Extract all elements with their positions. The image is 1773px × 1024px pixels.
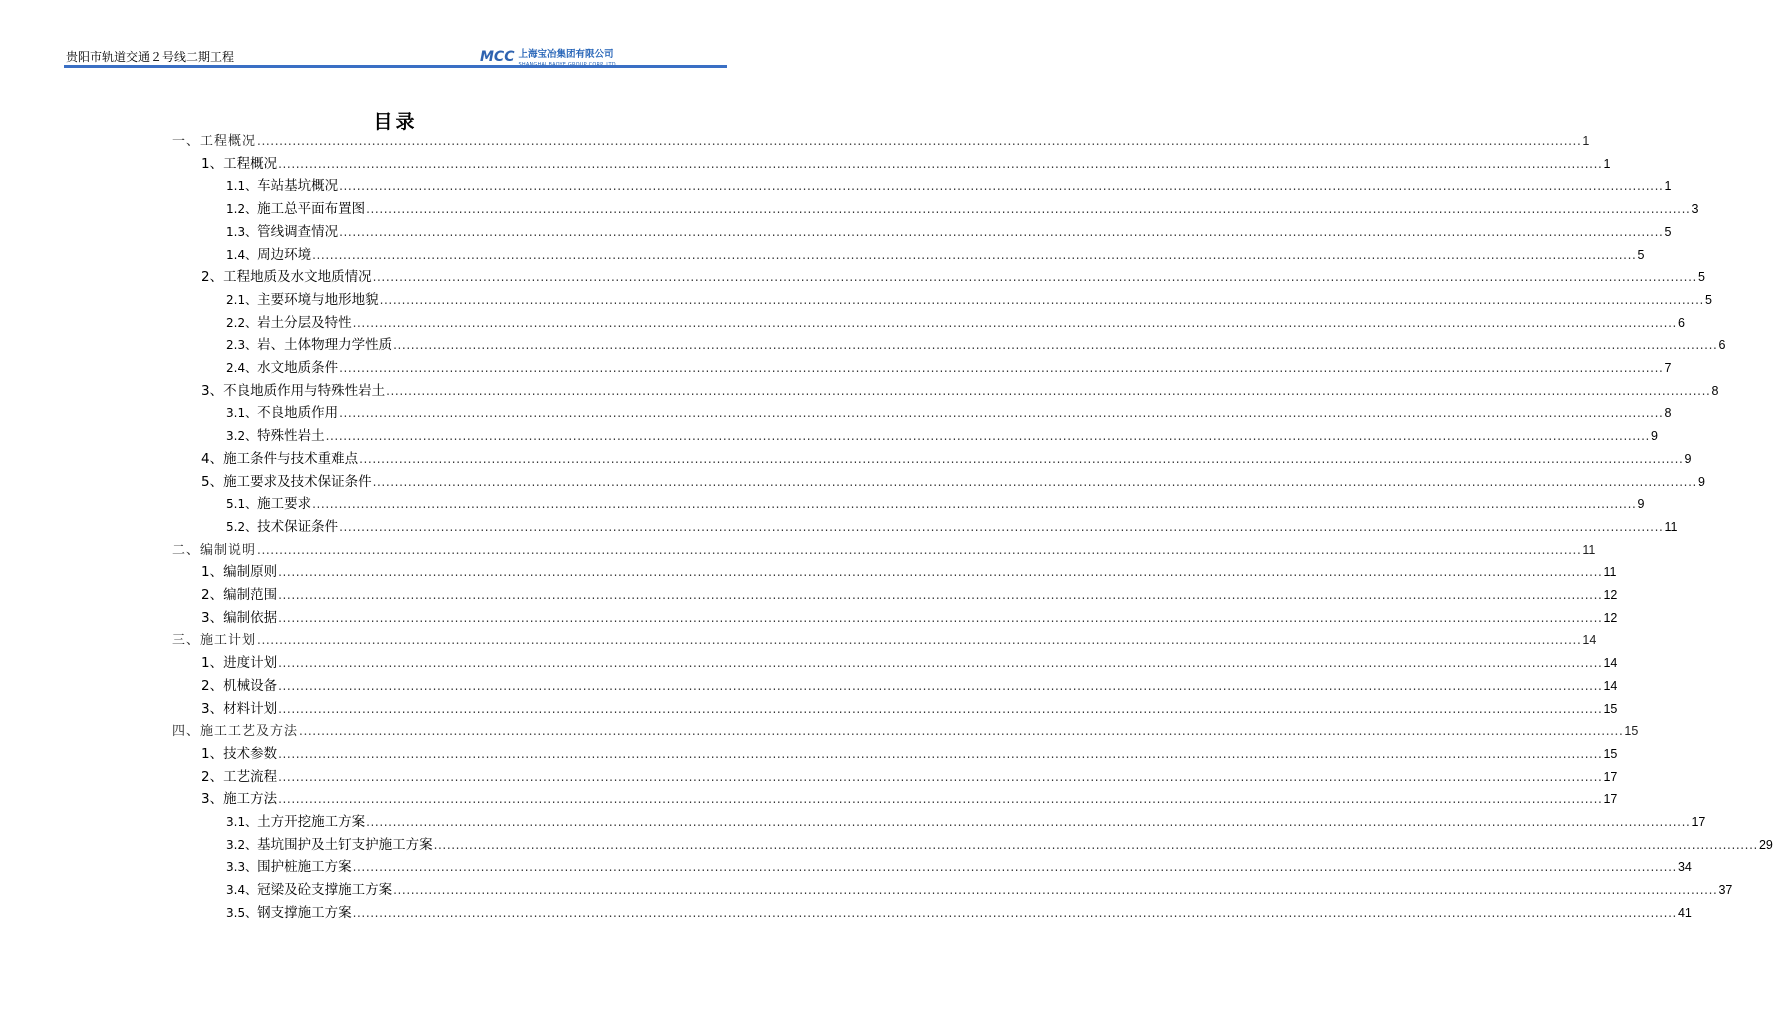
toc-entry-number: 3.1、 <box>226 815 258 829</box>
toc-entry-level-3[interactable] <box>226 835 1773 855</box>
toc-entry-number: 一、 <box>172 134 201 149</box>
toc-entry-level-3[interactable] <box>226 313 1685 333</box>
toc-entry-title: 主要环境与地形地貌 <box>257 291 379 308</box>
toc-entry-page: 6 <box>1677 315 1685 330</box>
toc-entry-level-3[interactable] <box>226 426 1658 446</box>
toc-entry-number: 1、 <box>201 564 224 581</box>
toc-entry-page: 29 <box>1758 837 1773 852</box>
toc-entry-level-2[interactable] <box>201 676 1618 696</box>
toc-entry-title: 编制原则 <box>223 564 278 581</box>
toc-entry-page: 11 <box>1582 542 1596 557</box>
toc-dot-leader: ............................................................................................................................................................................................................................................................................................................ <box>386 383 1711 398</box>
toc-dot-leader: ............................................................................................................................................................................................................................................................................................................ <box>359 451 1684 466</box>
toc-entry-number: 3.1、 <box>226 406 258 421</box>
toc-entry-number: 5、 <box>201 473 224 490</box>
toc-entry-number: 1.4、 <box>226 247 258 262</box>
toc-dot-leader: ............................................................................................................................................................................................................................................................................................................ <box>325 429 1650 444</box>
toc-entry-number: 3.3、 <box>226 860 258 875</box>
toc-entry-title: 特殊性岩土 <box>257 428 325 445</box>
toc-dot-leader: ............................................................................................................................................................................................................................................................................................................ <box>278 156 1603 171</box>
toc-entry-page: 9 <box>1650 429 1658 444</box>
toc-entry-level-2[interactable] <box>201 653 1618 673</box>
header-title: 贵阳市轨道交通２号线二期工程 <box>66 50 235 64</box>
toc-entry-number: 1、 <box>201 655 224 672</box>
toc-dot-leader: ............................................................................................................................................................................................................................................................................................................ <box>278 565 1603 580</box>
toc-entry-title: 施工总平面布置图 <box>257 201 366 218</box>
toc-entry-number: 1、 <box>201 155 224 172</box>
toc-entry-level-2[interactable] <box>201 562 1617 582</box>
toc-entry-title: 施工计划 <box>200 633 257 649</box>
toc-entry-title: 技术参数 <box>223 745 278 762</box>
toc-entry-number: 5.2、 <box>226 519 258 534</box>
toc-entry-title: 管线调查情况 <box>257 223 339 240</box>
toc-dot-leader: ............................................................................................................................................................................................................................................................................................................ <box>278 792 1603 807</box>
mcc-logo-mark: MCC <box>480 49 515 65</box>
toc-entry-number: 3、 <box>201 700 224 717</box>
toc-entry-page: 34 <box>1677 860 1692 875</box>
toc-entry-level-2[interactable] <box>201 472 1705 492</box>
toc-dot-leader: ............................................................................................................................................................................................................................................................................................................ <box>393 883 1718 898</box>
toc-entry-title: 车站基坑概况 <box>257 178 339 195</box>
toc-entry-page: 5 <box>1697 270 1705 285</box>
toc-entry-page: 1 <box>1603 156 1611 171</box>
toc-entry-level-2[interactable] <box>201 767 1618 787</box>
toc-dot-leader: ............................................................................................................................................................................................................................................................................................................ <box>257 134 1582 148</box>
toc-entry-page: 15 <box>1624 724 1639 739</box>
toc-entry-title: 冠梁及砼支撑施工方案 <box>257 882 393 899</box>
toc-entry-page: 14 <box>1603 656 1618 671</box>
toc-entry-page: 41 <box>1677 905 1692 920</box>
toc-entry-number: 3、 <box>201 791 224 808</box>
toc-dot-leader: ............................................................................................................................................................................................................................................................................................................ <box>278 588 1603 602</box>
toc-dot-leader: ............................................................................................................................................................................................................................................................................................................ <box>278 701 1603 716</box>
toc-title: 目录 <box>373 111 418 133</box>
toc-dot-leader: ............................................................................................................................................................................................................................................................................................................ <box>352 315 1677 330</box>
toc-entry-title: 进度计划 <box>223 655 278 672</box>
toc-entry-number: 2、 <box>201 587 224 603</box>
toc-entry-page: 14 <box>1582 633 1597 648</box>
toc-entry-title: 基坑围护及土钉支护施工方案 <box>257 836 433 853</box>
toc-dot-leader: ............................................................................................................................................................................................................................................................................................................ <box>312 247 1637 262</box>
toc-entry-level-1[interactable] <box>172 721 1639 741</box>
toc-dot-leader: ............................................................................................................................................................................................................................................................................................................ <box>433 837 1758 852</box>
toc-dot-leader: ............................................................................................................................................................................................................................................................................................................ <box>278 656 1603 671</box>
toc-entry-level-3[interactable] <box>226 176 1672 196</box>
toc-entry-title: 机械设备 <box>223 677 278 694</box>
toc-entry-number: 2、 <box>201 768 224 785</box>
toc-entry-title: 施工条件与技术重难点 <box>223 450 359 467</box>
toc-entry-page: 12 <box>1603 610 1618 625</box>
toc-entry-level-2[interactable] <box>201 789 1618 809</box>
toc-entry-number: 3、 <box>201 609 224 626</box>
toc-entry-title: 工程概况 <box>223 155 278 172</box>
toc-entry-page: 12 <box>1603 588 1618 602</box>
toc-entry-page: 37 <box>1718 883 1733 898</box>
toc-entry-number: 2.4、 <box>226 361 258 375</box>
toc-entry-level-3[interactable] <box>226 335 1726 355</box>
toc-dot-leader: ............................................................................................................................................................................................................................................................................................................ <box>393 338 1718 353</box>
toc-entry-title: 周边环境 <box>257 246 312 263</box>
toc-entry-page: 1 <box>1664 179 1672 194</box>
toc-entry-page: 17 <box>1603 769 1618 784</box>
toc-entry-title: 编制说明 <box>200 542 257 558</box>
toc-entry-number: 1、 <box>201 745 224 762</box>
toc-entry-level-2[interactable] <box>201 449 1692 469</box>
toc-dot-leader: ............................................................................................................................................................................................................................................................................................................ <box>339 179 1664 194</box>
toc-entry-page: 3 <box>1691 202 1699 217</box>
toc-entry-number: 5.1、 <box>226 497 258 512</box>
toc-entry-title: 不良地质作用与特殊性岩土 <box>223 382 386 399</box>
toc-entry-title: 岩、土体物理力学性质 <box>257 337 393 354</box>
toc-dot-leader: ............................................................................................................................................................................................................................................................................................................ <box>312 497 1637 512</box>
toc-dot-leader: ............................................................................................................................................................................................................................................................................................................ <box>339 224 1664 239</box>
toc-entry-number: 1.1、 <box>226 179 258 194</box>
toc-entry-title: 材料计划 <box>223 700 278 717</box>
toc-entry-number: 2、 <box>201 269 224 286</box>
toc-entry-page: 5 <box>1704 292 1712 307</box>
toc-entry-level-2[interactable] <box>201 608 1618 628</box>
toc-dot-leader: ............................................................................................................................................................................................................................................................................................................ <box>379 292 1704 307</box>
toc-dot-leader: ............................................................................................................................................................................................................................................................................................................ <box>339 519 1664 534</box>
toc-entry-title: 编制范围 <box>223 587 278 603</box>
toc-entry-number: 4、 <box>201 450 224 467</box>
toc-entry-page: 11 <box>1664 519 1678 534</box>
toc-dot-leader: ............................................................................................................................................................................................................................................................................................................ <box>366 202 1691 217</box>
toc-entry-title: 施工工艺及方法 <box>200 724 299 740</box>
toc-entry-page: 7 <box>1664 361 1672 375</box>
toc-entry-page: 9 <box>1697 474 1705 489</box>
toc-entry-page: 15 <box>1603 746 1618 761</box>
toc-entry-title: 技术保证条件 <box>257 518 339 535</box>
toc-entry-number: 2.3、 <box>226 338 258 353</box>
toc-entry-page: 1 <box>1582 134 1590 148</box>
toc-entry-level-3[interactable] <box>226 812 1706 832</box>
toc-entry-level-3[interactable] <box>226 903 1692 923</box>
toc-entry-title: 施工方法 <box>223 791 278 808</box>
toc-entry-title: 编制依据 <box>223 609 278 626</box>
toc-dot-leader: ............................................................................................................................................................................................................................................................................................................ <box>339 361 1664 375</box>
toc-entry-level-3[interactable] <box>226 245 1645 265</box>
toc-entry-level-2[interactable] <box>201 154 1611 174</box>
toc-entry-level-3[interactable] <box>226 494 1645 514</box>
toc-entry-title: 土方开挖施工方案 <box>257 814 366 830</box>
toc-dot-leader: ............................................................................................................................................................................................................................................................................................................ <box>278 610 1603 625</box>
toc-dot-leader: ............................................................................................................................................................................................................................................................................................................ <box>257 633 1582 648</box>
toc-entry-number: 2、 <box>201 677 224 694</box>
toc-dot-leader: ............................................................................................................................................................................................................................................................................................................ <box>372 270 1697 285</box>
logo-company-name: 上海宝冶集团有限公司 <box>518 49 614 60</box>
toc-entry-page: 5 <box>1637 247 1645 262</box>
toc-entry-level-2[interactable] <box>201 381 1719 401</box>
toc-entry-level-3[interactable] <box>226 290 1712 310</box>
toc-entry-page: 9 <box>1684 451 1692 466</box>
toc-entry-level-3[interactable] <box>226 517 1678 537</box>
toc-entry-level-1[interactable] <box>172 630 1597 650</box>
toc-entry-number: 1.3、 <box>226 224 258 239</box>
toc-entry-title: 围护桩施工方案 <box>257 859 352 876</box>
toc-entry-level-3[interactable] <box>226 199 1699 219</box>
toc-entry-title: 工艺流程 <box>223 768 278 785</box>
toc-entry-title: 不良地质作用 <box>257 405 339 422</box>
toc-entry-page: 6 <box>1718 338 1726 353</box>
toc-entry-level-1[interactable] <box>172 131 1590 151</box>
toc-entry-title: 施工要求及技术保证条件 <box>223 473 372 490</box>
toc-entry-level-3[interactable] <box>226 880 1733 900</box>
toc-entry-number: 3.2、 <box>226 429 258 444</box>
toc-dot-leader: ............................................................................................................................................................................................................................................................................................................ <box>299 724 1624 739</box>
toc-entry-level-1[interactable] <box>172 540 1596 560</box>
toc-entry-number: 四、 <box>172 724 201 740</box>
toc-dot-leader: ............................................................................................................................................................................................................................................................................................................ <box>257 542 1582 557</box>
toc-entry-level-2[interactable] <box>201 267 1705 287</box>
toc-entry-level-3[interactable] <box>226 403 1672 423</box>
toc-entry-page: 11 <box>1603 565 1617 580</box>
header-rule <box>64 65 727 68</box>
toc-entry-title: 钢支撑施工方案 <box>257 904 352 921</box>
toc-dot-leader: ............................................................................................................................................................................................................................................................................................................ <box>278 746 1603 761</box>
toc-dot-leader: ............................................................................................................................................................................................................................................................................................................ <box>366 815 1691 829</box>
toc-dot-leader: ............................................................................................................................................................................................................................................................................................................ <box>278 769 1603 784</box>
toc-entry-page: 17 <box>1691 815 1706 829</box>
toc-entry-page: 17 <box>1603 792 1618 807</box>
toc-entry-number: 2.2、 <box>226 315 258 330</box>
toc-entry-number: 3、 <box>201 382 224 399</box>
toc-dot-leader: ............................................................................................................................................................................................................................................................................................................ <box>372 474 1697 489</box>
toc-entry-page: 9 <box>1637 497 1645 512</box>
toc-dot-leader: ............................................................................................................................................................................................................................................................................................................ <box>339 406 1664 421</box>
toc-entry-level-3[interactable] <box>226 358 1672 378</box>
toc-dot-leader: ............................................................................................................................................................................................................................................................................................................ <box>278 678 1603 693</box>
toc-entry-level-3[interactable] <box>226 222 1672 242</box>
toc-entry-number: 2.1、 <box>226 292 258 307</box>
toc-entry-number: 1.2、 <box>226 202 258 217</box>
toc-dot-leader: ............................................................................................................................................................................................................................................................................................................ <box>352 905 1677 920</box>
toc-entry-page: 5 <box>1664 224 1672 239</box>
toc-entry-number: 3.2、 <box>226 837 258 852</box>
toc-entry-page: 8 <box>1711 383 1719 398</box>
toc-entry-level-2[interactable] <box>201 699 1618 719</box>
toc-entry-page: 15 <box>1603 701 1618 716</box>
toc-entry-page: 8 <box>1664 406 1672 421</box>
toc-entry-number: 三、 <box>172 633 201 649</box>
toc-entry-level-2[interactable] <box>201 585 1618 605</box>
toc-entry-title: 工程地质及水文地质情况 <box>223 269 372 286</box>
toc-entry-title: 工程概况 <box>200 134 257 149</box>
toc-entry-number: 二、 <box>172 542 201 558</box>
toc-entry-title: 水文地质条件 <box>257 360 339 376</box>
toc-entry-title: 岩土分层及特性 <box>257 314 352 331</box>
toc-entry-title: 施工要求 <box>257 496 312 513</box>
toc-dot-leader: ............................................................................................................................................................................................................................................................................................................ <box>352 860 1677 875</box>
toc-entry-number: 3.4、 <box>226 883 258 898</box>
toc-entry-page: 14 <box>1603 678 1618 693</box>
toc-entry-number: 3.5、 <box>226 905 258 920</box>
toc-entry-level-2[interactable] <box>201 744 1618 764</box>
toc-entry-level-3[interactable] <box>226 857 1692 877</box>
